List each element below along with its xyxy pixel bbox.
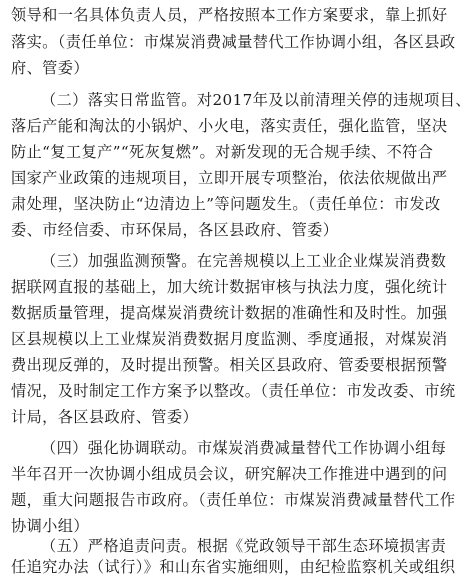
text-line: 据联网直报的基础上，加大统计数据审核与执法力度，强化统计 [11, 278, 448, 296]
section-heading-line: （二）落实日常监管。对2017年及以前清理关停的违规项目、 [41, 91, 471, 109]
text-line: 计局，各区县政府、管委） [11, 408, 199, 426]
section-heading-line: （四）强化协调联动。市煤炭消费减量替代工作协调小组每 [41, 439, 447, 457]
text-line: 府、管委） [11, 59, 89, 77]
section-heading-line: （三）加强监测预警。在完善规模以上工业企业煤炭消费数 [41, 252, 447, 270]
text-line: 落实。（责任单位：市煤炭消费减量替代工作协调小组，各区县政 [11, 33, 456, 51]
text-line: 国家产业政策的违规项目，立即开展专项整治，依法依规做出严 [11, 169, 448, 187]
text-line: 防止“复工复产”“死灰复燃”。对新发现的无合规手续、不符合 [11, 143, 434, 161]
text-line: 情况，及时制定工作方案予以整改。（责任单位：市发改委、市统 [11, 382, 456, 400]
text-line: 任追究办法（试行）》和山东省实施细则，由纪检监察机关或组织 [11, 558, 456, 576]
text-line: 协调小组） [11, 517, 89, 535]
text-line: 区县规模以上工业煤炭消费数据月度监测、季度通报，对煤炭消 [11, 330, 448, 348]
text-line: 数据质量管理，提高煤炭消费统计数据的准确性和及时性。加强 [11, 304, 448, 322]
text-line: 领导和一名具体负责人员，严格按照本工作方案要求，靠上抓好 [11, 6, 448, 24]
text-line: 委、市经信委、市环保局，各区县政府、管委） [11, 221, 339, 239]
section-heading-line: （五）严格追责问责。根据《党政领导干部生态环境损害责 [41, 537, 447, 555]
text-line: 半年召开一次协调小组成员会议，研究解决工作推进中遇到的问 [11, 465, 448, 483]
text-line: 肃处理，坚决防止“边清边上”等问题发生。（责任单位：市发改 [11, 195, 441, 213]
text-line: 费出现反弹的，及时提出预警。相关区县政府、管委要根据预警 [11, 356, 448, 374]
text-line: 题，重大问题报告市政府。（责任单位：市煤炭消费减量替代工作 [11, 491, 456, 509]
text-line: 落后产能和淘汰的小锅炉、小火电，落实责任，强化监管，坚决 [11, 117, 448, 135]
